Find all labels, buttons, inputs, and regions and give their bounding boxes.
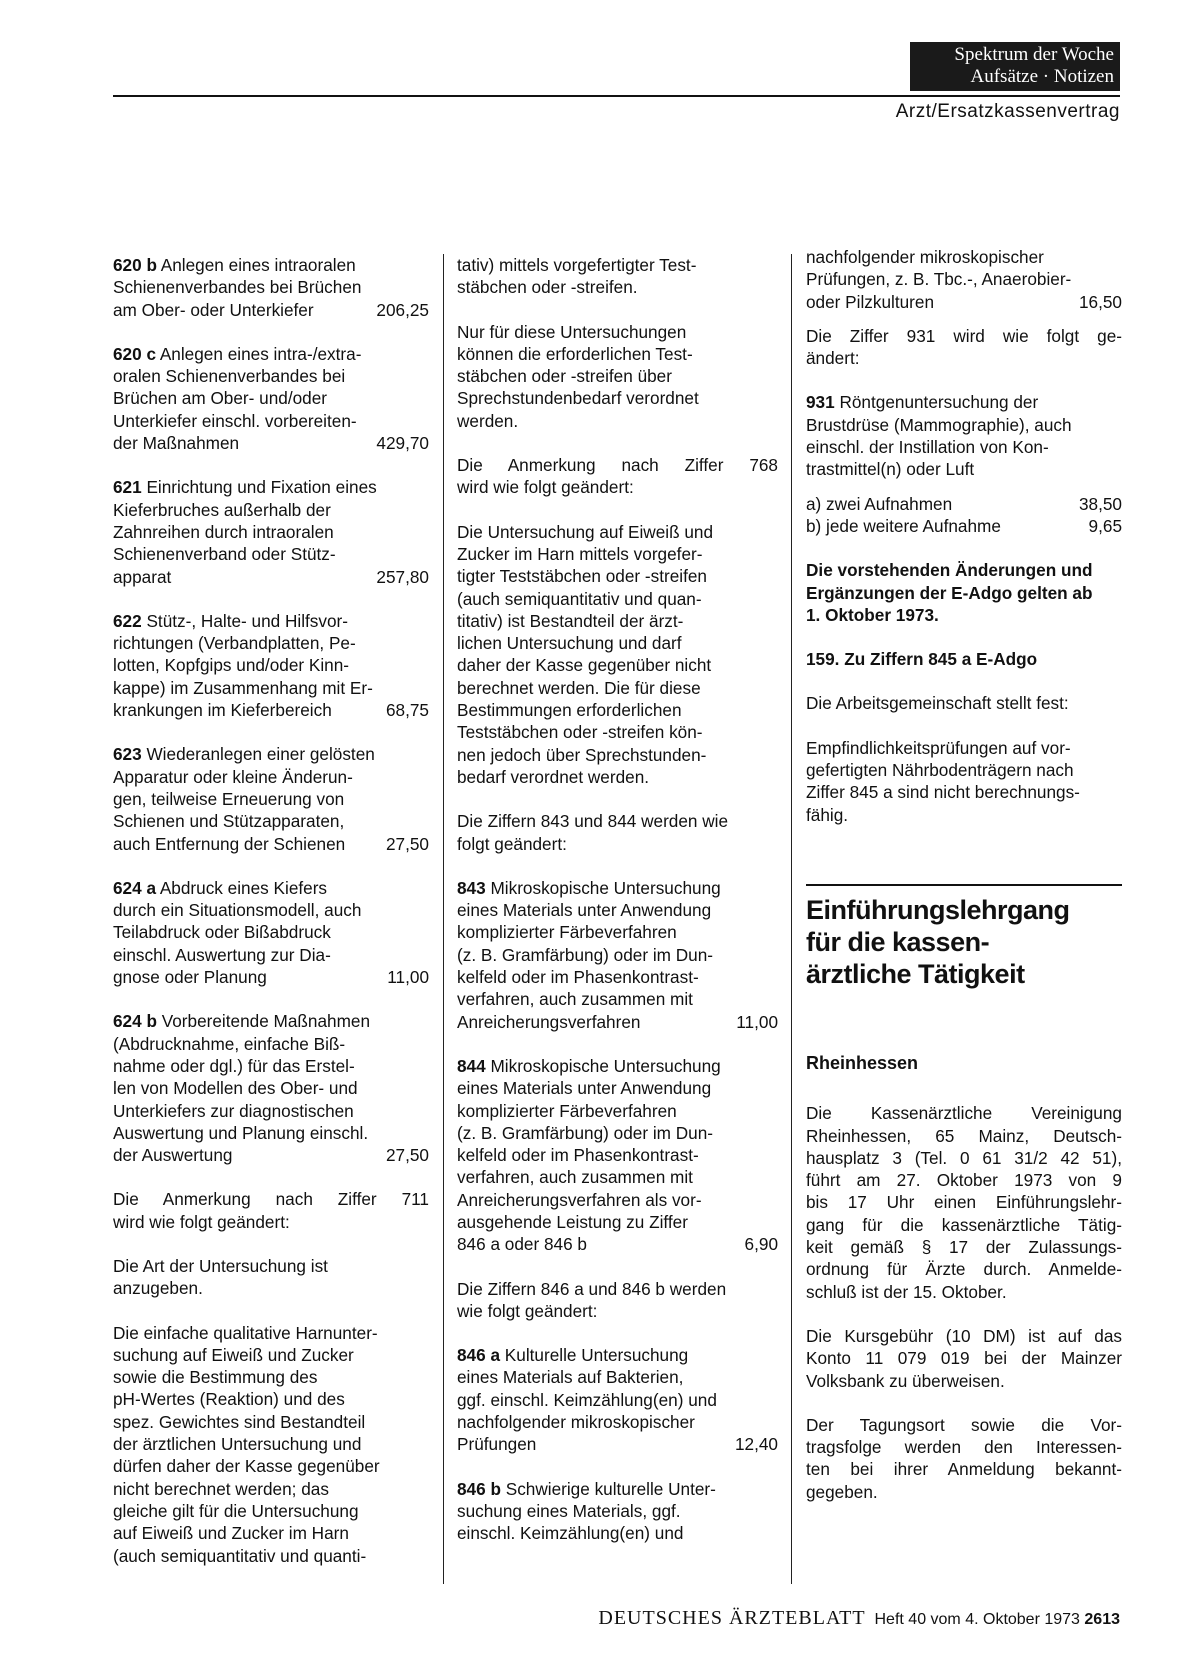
page-footer — [598, 1607, 1120, 1630]
item-846a: 846 a Kulturelle Untersuchung eines Materials auf Bakterien, ggf. einschl. Keimzählung(en) und nachfolgender mikroskopischer Prüfungen 12,40 — [457, 1345, 778, 1455]
paragraph-tagungsort: Der Tagungsort sowie die Vor- tragsfolge werden den Interessen- ten bei ihrer Anmeldung bekannt- gegeben. — [806, 1414, 1122, 1502]
item-159-heading: 159. Zu Ziffern 845 a E-Adgo — [806, 649, 1038, 670]
paragraph-kursgebuehr: Die Kursgebühr (10 DM) ist auf das Konto 11 079 019 bei der Mainzer Volksbank zu überweisen. — [806, 1325, 1122, 1391]
paragraph-untersuchung: Die Untersuchung auf Eiweiß und Zucker im Harn mittels vorgefer- tigter Teststäbchen oder -streifen (auch semiquantitativ und quan- titativ) ist Bestandteil der ärzt- lichen Untersuchung und darf daher der Kasse gegenüber nicht berechnet werden. Die für diese Bestimmungen erforderlichen Teststäbchen oder -streifen kön- nen jedoch über Sprechstunden- bedarf verordnet werden. — [457, 521, 714, 787]
article-rule — [806, 884, 1122, 886]
item-624a: 624 a Abdruck eines Kiefers durch ein Situationsmodell, auch Teilabdruck oder Bißabdruck einschl. Auswertung zur Dia- gnose oder Planung 11,00 — [113, 877, 429, 988]
item-number: 931 — [806, 392, 835, 413]
article-subheading: Rheinhessen — [806, 1052, 919, 1073]
column-1 — [113, 254, 429, 1589]
issue-info: Heft 40 vom 4. Oktober 1973 — [874, 1611, 1080, 1628]
item-844: 844 Mikroskopische Untersuchung eines Materials unter Anwendung komplizierter Färbeverfahren (z. B. Gramfärbung) oder im Dun- kelfeld oder im Phasenkontrast- verfahren, auch zusammen mit Anreicherungsverfahren als vor- ausgehende Leistung zu Ziffer 846 a oder 846 b 6,90 — [457, 1055, 778, 1255]
item-621: 621 Einrichtung und Fixation eines Kieferbruches außerhalb der Zahnreihen durch intraoralen Schienenverband oder Stütz- apparat 257,80 — [113, 477, 429, 587]
fee: 9,65 — [1088, 515, 1122, 536]
fee: 38,50 — [1078, 493, 1122, 514]
section-header-line1: Spektrum der Woche — [954, 44, 1114, 65]
fee: 6,90 — [744, 1234, 778, 1255]
column-divider — [443, 254, 444, 1584]
paragraph-kv-rheinhessen: Die Kassenärztliche Vereinigung Rheinhessen, 65 Mainz, Deutsch- hausplatz 3 (Tel. 0 61 31/2 42 51), führt am 27. Oktober 1973 von 9 bis 17 Uhr einen Einführungslehr- gang für die kassenärztliche Tätig- keit gemäß § 17 der Zulassungs- ordnung für Ärzte durch. Anmelde- schluß ist der 15. Oktober. — [806, 1103, 1122, 1302]
paragraph-continuation: tativ) mittels vorgefertigter Test- stäbchen oder -streifen. — [457, 255, 697, 298]
item-number: 624 b — [113, 1011, 157, 1032]
paragraph-ziffern-843-844: Die Ziffern 843 und 844 werden wie folgt geändert: — [457, 811, 729, 854]
item-number: 623 — [113, 744, 142, 765]
item-843: 843 Mikroskopische Untersuchung eines Materials unter Anwendung komplizierter Färbeverfahren (z. B. Gramfärbung) oder im Dun- kelfeld oder im Phasenkontrast- verfahren, auch zusammen mit Anreicherungsverfahren 11,00 — [457, 877, 778, 1032]
section-header-line2: Aufsätze · Notizen — [970, 66, 1114, 87]
paragraph-nur: Nur für diese Untersuchungen können die erforderlichen Test- stäbchen oder -streifen über Sprechstundenbedarf verordnet werden. — [457, 321, 699, 431]
journal-name: DEUTSCHES ÄRZTEBLATT — [598, 1607, 866, 1629]
paragraph-ziffern-846: Die Ziffern 846 a und 846 b werden wie folgt geändert: — [457, 1278, 727, 1321]
aufnahmen-list: a) zwei Aufnahmen 38,50 b) jede weitere Aufnahme 9,65 — [806, 493, 1122, 536]
fee: 16,50 — [1078, 291, 1122, 312]
item-620b: 620 b Anlegen eines intraoralen Schienenverbandes bei Brüchen am Ober- oder Unterkiefer 206,25 — [113, 255, 429, 320]
fee: 27,50 — [385, 1145, 429, 1166]
item-number: 843 — [457, 877, 486, 898]
item-624b: 624 b Vorbereitende Maßnahmen (Abdrucknahme, einfache Biß- nahme oder dgl.) für das Erstel- len von Modellen des Ober- und Unterkiefers zur diagnostischen Auswertung und Planung einschl. der Auswertung 27,50 — [113, 1011, 429, 1166]
section-header-box — [910, 42, 1120, 91]
header-rule — [113, 95, 1120, 97]
item-number: 846 b — [457, 1478, 501, 1499]
paragraph-ziffer-931: Die Ziffer 931 wird wie folgt ge- ändert: — [806, 325, 1122, 369]
paragraph-anmerkung-768: Die Anmerkung nach Ziffer 768 wird wie folgt geändert: — [457, 455, 778, 498]
fee: 27,50 — [385, 833, 429, 854]
fee: 11,00 — [387, 967, 429, 988]
paragraph-empfindlichkeit: Empfindlichkeitsprüfungen auf vor- gefertigten Nährbodenträgern nach Ziffer 845 a sind nicht berechnungs- fähig. — [806, 737, 1080, 825]
column-2 — [457, 254, 778, 1567]
column-3 — [806, 247, 1122, 1525]
fee: 257,80 — [376, 566, 429, 587]
item-number: 846 a — [457, 1345, 501, 1366]
article-headline: Einführungslehrgang für die kassen- ärztliche Tätigkeit — [806, 894, 1070, 989]
item-846b: 846 b Schwierige kulturelle Unter- suchung eines Materials, ggf. einschl. Keimzählung(en) und — [457, 1478, 716, 1544]
paragraph-einfache-harnuntersuchung: Die einfache qualitative Harnunter- suchung auf Eiweiß und Zucker sowie die Bestimmung des pH-Wertes (Reaktion) und des spez. Gewichtes sind Bestandteil der ärztlichen Untersuchung und dürfen daher der Kasse gegenüber nicht berechnet werden; das gleiche gilt für die Untersuchung auf Eiweiß und Zucker im Harn (auch semiquantitativ und quanti- — [113, 1322, 380, 1566]
fee: 11,00 — [736, 1011, 778, 1032]
section-title: Arzt/Ersatzkassenvertrag — [895, 101, 1120, 122]
paragraph-anmerkung-711: Die Anmerkung nach Ziffer 711 wird wie folgt geändert: — [113, 1189, 429, 1232]
fee: 68,75 — [385, 700, 429, 721]
fee: 206,25 — [376, 299, 429, 320]
fee: 12,40 — [734, 1434, 778, 1455]
item-931: 931 Röntgenuntersuchung der Brustdrüse (Mammographie), auch einschl. der Instillation von Kon- trastmittel(n) oder Luft — [806, 392, 1072, 480]
item-number: 624 a — [113, 877, 157, 898]
item-622: 622 Stütz-, Halte- und Hilfsvor- richtungen (Verbandplatten, Pe- lotten, Kopfgips und/oder Kinn- kappe) im Zusammenhang mit Er- krankungen im Kieferbereich 68,75 — [113, 610, 429, 721]
item-620c: 620 c Anlegen eines intra-/extra- oralen Schienenverbandes bei Brüchen am Ober- und/oder Unterkiefer einschl. vorbereiten- der Maßnahmen 429,70 — [113, 343, 429, 454]
item-number: 844 — [457, 1055, 486, 1076]
paragraph-arbeitsgemeinschaft: Die Arbeitsgemeinschaft stellt fest: — [806, 693, 1069, 714]
item-number: 620 c — [113, 343, 157, 364]
item-number: 620 b — [113, 255, 157, 275]
page-number: 2613 — [1084, 1611, 1120, 1628]
item-623: 623 Wiederanlegen einer gelösten Apparatur oder kleine Änderun- gen, teilweise Erneuerung von Schienen und Stützapparaten, auch Entfernung der Schienen 27,50 — [113, 744, 429, 854]
item-number: 622 — [113, 610, 142, 631]
column-divider — [791, 254, 792, 1584]
bold-note: Die vorstehenden Änderungen und Ergänzungen der E-Adgo gelten ab 1. Oktober 1973. — [806, 560, 1093, 625]
fee: 429,70 — [376, 433, 429, 454]
paragraph-art: Die Art der Untersuchung ist anzugeben. — [113, 1255, 328, 1299]
item-number: 621 — [113, 477, 142, 498]
paragraph-continuation: nachfolgender mikroskopischer Prüfungen, z. B. Tbc.-, Anaerobier- oder Pilzkulturen 16,50 — [806, 247, 1122, 312]
